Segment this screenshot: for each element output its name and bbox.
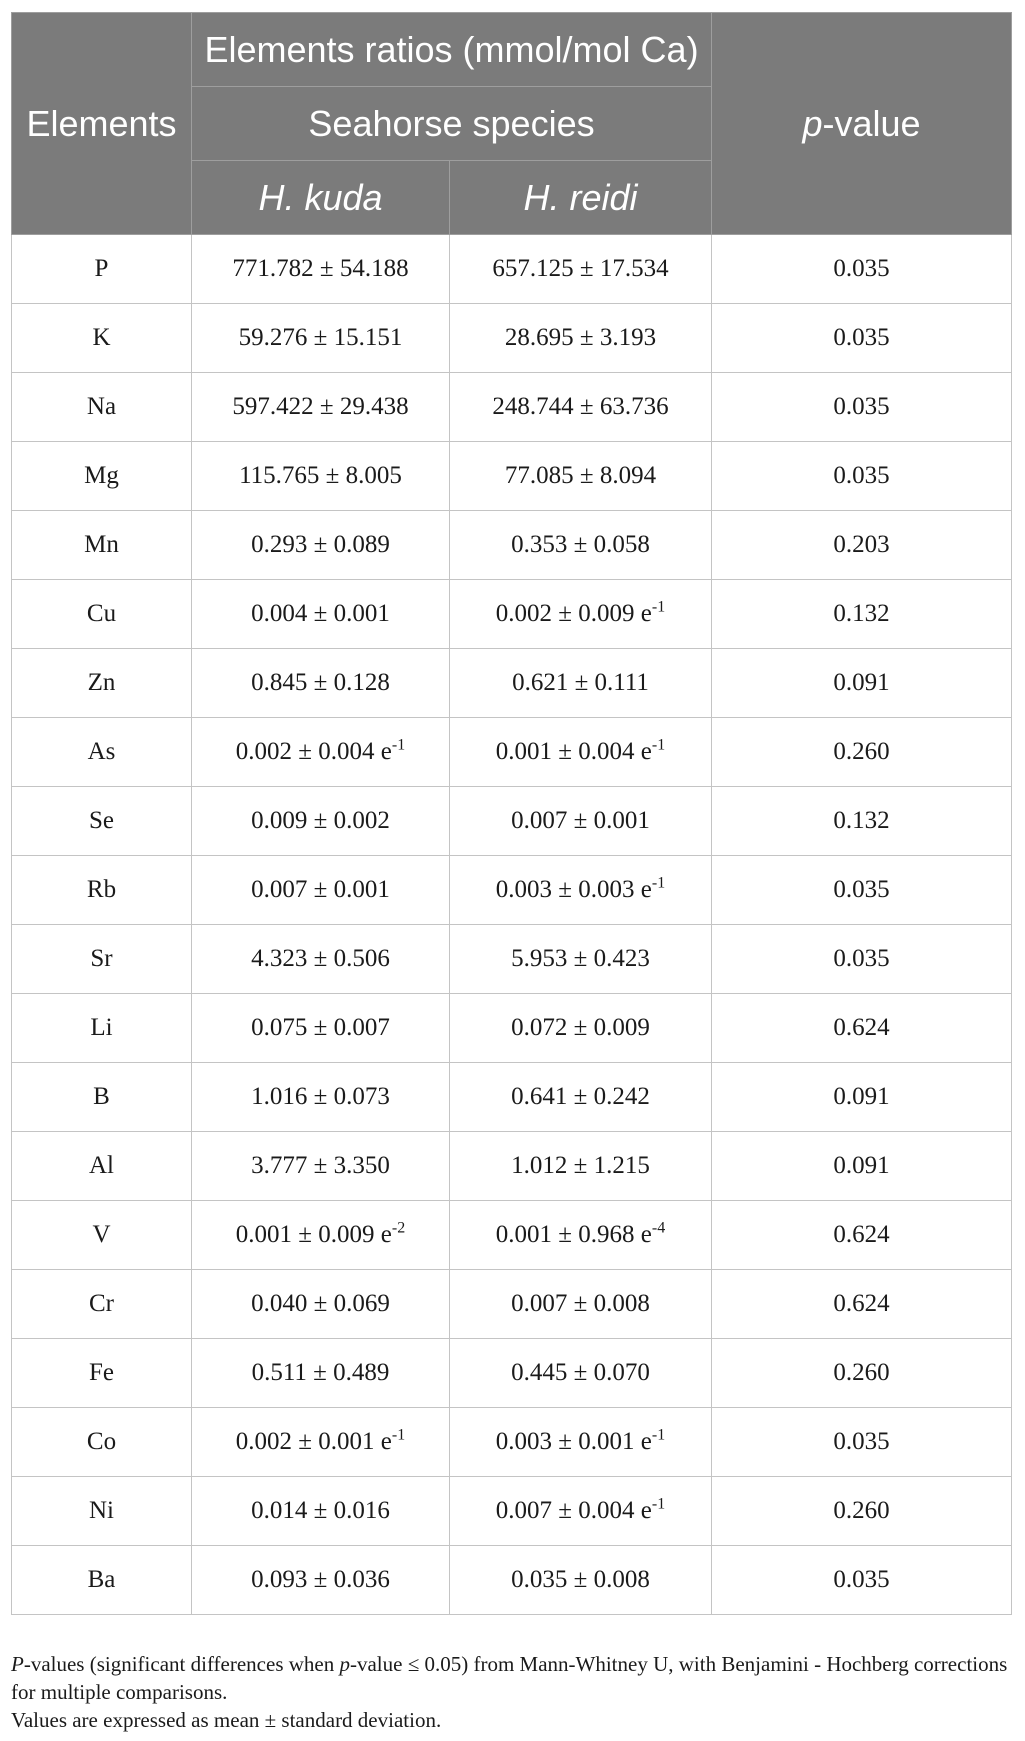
hreidi-value-cell: 28.695 ± 3.193 [450,304,712,373]
table-row [12,1477,1012,1546]
pvalue-cell: 0.035 [712,925,1012,994]
pvalue-cell: 0.035 [712,1546,1012,1615]
table-row [12,856,1012,925]
hreidi-value-cell: 0.003 ± 0.001 $e^{-1}$ [450,1408,712,1477]
table-row [12,373,1012,442]
table-row [12,718,1012,787]
element-cell: Na [12,373,192,442]
table-row [12,442,1012,511]
element-cell: Fe [12,1339,192,1408]
hreidi-value-cell: 0.007 ± 0.004 $e^{-1}$ [450,1477,712,1546]
hkuda-value-cell: 0.093 ± 0.036 [192,1546,450,1615]
header-pvalue-p: p [802,102,823,144]
table-row [12,1546,1012,1615]
table-row [12,1132,1012,1201]
hreidi-value-cell: 0.003 ± 0.003 $e^{-1}$ [450,856,712,925]
element-cell: Mn [12,511,192,580]
header-species-group: Seahorse species [192,87,712,161]
pvalue-cell: 0.260 [712,718,1012,787]
exponent: -4 [651,1219,666,1237]
element-cell: Zn [12,649,192,718]
table-row [12,235,1012,304]
header-ratios: Elements ratios (mmol/mol Ca) [192,13,712,87]
table-row [12,787,1012,856]
pvalue-cell: 0.132 [712,787,1012,856]
exponent: -2 [391,1219,406,1237]
pvalue-cell: 0.091 [712,1132,1012,1201]
exponent: -1 [651,1495,666,1513]
table-row [12,580,1012,649]
elements-ratio-table [11,12,1012,1615]
hreidi-value-cell: 0.072 ± 0.009 [450,994,712,1063]
element-cell: Se [12,787,192,856]
hreidi-value-cell: 0.641 ± 0.242 [450,1063,712,1132]
hkuda-value-cell: 115.765 ± 8.005 [192,442,450,511]
hreidi-value-cell: 0.035 ± 0.008 [450,1546,712,1615]
element-cell: Mg [12,442,192,511]
hkuda-value-cell: 0.040 ± 0.069 [192,1270,450,1339]
exponent: -1 [391,1426,406,1444]
pvalue-cell: 0.091 [712,649,1012,718]
header-pvalue-rest: -value [822,102,921,144]
header-species-reidi: H. reidi [450,161,712,235]
table-row [12,649,1012,718]
exponent: -1 [391,736,406,754]
hreidi-value-cell: 0.007 ± 0.001 [450,787,712,856]
hkuda-value-cell: 597.422 ± 29.438 [192,373,450,442]
table-row [12,511,1012,580]
hreidi-value-cell: 657.125 ± 17.534 [450,235,712,304]
hreidi-value-cell: 0.007 ± 0.008 [450,1270,712,1339]
hkuda-value-cell: 0.845 ± 0.128 [192,649,450,718]
hkuda-value-cell: 0.001 ± 0.009 $e^{-2}$ [192,1201,450,1270]
element-cell: Ni [12,1477,192,1546]
element-cell: V [12,1201,192,1270]
hkuda-value-cell: 3.777 ± 3.350 [192,1132,450,1201]
hreidi-value-cell: 0.621 ± 0.111 [450,649,712,718]
hreidi-value-cell: 0.445 ± 0.070 [450,1339,712,1408]
hkuda-value-cell: 1.016 ± 0.073 [192,1063,450,1132]
pvalue-cell: 0.035 [712,373,1012,442]
exponent: -1 [651,874,666,892]
table-row [12,1201,1012,1270]
hkuda-value-cell: 0.007 ± 0.001 [192,856,450,925]
pvalue-cell: 0.035 [712,856,1012,925]
hkuda-value-cell: 0.004 ± 0.001 [192,580,450,649]
table-row [12,1408,1012,1477]
element-cell: Al [12,1132,192,1201]
element-cell: As [12,718,192,787]
hkuda-value-cell: 0.002 ± 0.001 $e^{-1}$ [192,1408,450,1477]
data-table-container [11,12,1011,1615]
element-cell: B [12,1063,192,1132]
hkuda-value-cell: 0.002 ± 0.004 $e^{-1}$ [192,718,450,787]
hkuda-value-cell: 59.276 ± 15.151 [192,304,450,373]
pvalue-cell: 0.035 [712,235,1012,304]
header-species-kuda: H. kuda [192,161,450,235]
element-cell: Rb [12,856,192,925]
footnote-pvalues: P-values (significant differences when p-value ≤ 0.05) from Mann-Whitney U, with Benjamini - Hochberg corrections for multiple comparisons. [11,1652,1008,1704]
hkuda-value-cell: 0.075 ± 0.007 [192,994,450,1063]
pvalue-cell: 0.035 [712,1408,1012,1477]
hreidi-value-cell: 0.002 ± 0.009 $e^{-1}$ [450,580,712,649]
element-cell: P [12,235,192,304]
element-cell: Cr [12,1270,192,1339]
hkuda-value-cell: 0.293 ± 0.089 [192,511,450,580]
table-row [12,1339,1012,1408]
element-cell: Sr [12,925,192,994]
pvalue-cell: 0.035 [712,304,1012,373]
element-cell: Ba [12,1546,192,1615]
footnote-values: Values are expressed as mean ± standard deviation. [11,1708,442,1732]
element-cell: Co [12,1408,192,1477]
hreidi-value-cell: 0.001 ± 0.968 $e^{-4}$ [450,1201,712,1270]
element-cell: Li [12,994,192,1063]
pvalue-cell: 0.624 [712,994,1012,1063]
table-row [12,1270,1012,1339]
pvalue-cell: 0.260 [712,1477,1012,1546]
header-elements: Elements [12,13,192,235]
hkuda-value-cell: 4.323 ± 0.506 [192,925,450,994]
pvalue-cell: 0.132 [712,580,1012,649]
hkuda-value-cell: 771.782 ± 54.188 [192,235,450,304]
pvalue-cell: 0.624 [712,1201,1012,1270]
hreidi-value-cell: 248.744 ± 63.736 [450,373,712,442]
hreidi-value-cell: 5.953 ± 0.423 [450,925,712,994]
exponent: -1 [651,736,666,754]
header-pvalue [712,13,1012,235]
hkuda-value-cell: 0.014 ± 0.016 [192,1477,450,1546]
table-row [12,994,1012,1063]
pvalue-cell: 0.203 [712,511,1012,580]
pvalue-cell: 0.091 [712,1063,1012,1132]
pvalue-cell: 0.624 [712,1270,1012,1339]
element-cell: K [12,304,192,373]
table-row [12,304,1012,373]
pvalue-cell: 0.260 [712,1339,1012,1408]
exponent: -1 [651,1426,666,1444]
element-cell: Cu [12,580,192,649]
hreidi-value-cell: 1.012 ± 1.215 [450,1132,712,1201]
table-body [12,235,1012,1615]
table-row [12,1063,1012,1132]
hreidi-value-cell: 0.353 ± 0.058 [450,511,712,580]
exponent: -1 [651,598,666,616]
table-footnotes [11,1650,1021,1734]
hreidi-value-cell: 77.085 ± 8.094 [450,442,712,511]
hkuda-value-cell: 0.009 ± 0.002 [192,787,450,856]
pvalue-cell: 0.035 [712,442,1012,511]
table-row [12,925,1012,994]
hreidi-value-cell: 0.001 ± 0.004 $e^{-1}$ [450,718,712,787]
hkuda-value-cell: 0.511 ± 0.489 [192,1339,450,1408]
